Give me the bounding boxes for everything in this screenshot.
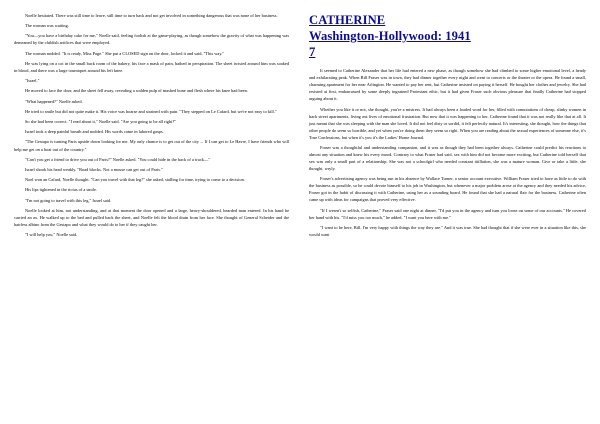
paragraph: Noelle looked at him, not understanding, and at that moment the door opened and a large, heavy-shouldered, bearded man entered. In his hand he carried an ax. He walked up to the bed and pulled back the sheet, and Noelle felt the blood drain from her face. She thought of General Scheider and the hairless albino from the Gestapo and what they would do to her if they caught her. [14, 207, 290, 227]
paragraph: Whether you like it or not, she thought, you're a mistress. It had always been a loaded word for her, filled with connotations of cheap, slinky women in back street apartments, living out lives of emotional frustration. But now that it was happening to her, Catherine found that it was not really like that at all. It just meant that she was sleeping with the man she loved. It did not feel dirty or sordid, it felt perfectly natural. It's interesting, she thought, how the things that other people do seem so horrible, and yet when you're doing them they seem so right. When you are reading about the sexual experiences of someone else, it's True Confessions, but when it's you it's the Ladies' Home Journal. [309, 106, 586, 140]
paragraph: He tried to smile but did not quite make it. His voice was hoarse and strained with pain. "They stepped on Le Cafard, but we're not easy to kill." [25, 108, 277, 114]
paragraph: "You—you have a birthday cake for me," Noelle said, feeling foolish at the game-playing, as though somehow the gravity of what was happening was demeaned by the childish artifices that were employed. [14, 33, 290, 46]
chapter-heading-line: 7 [309, 45, 316, 60]
paragraph: "I'm not going to travel with this leg," Israel said. [25, 197, 112, 203]
paragraph: He was lying on a cot in the small back room of the bakery, his face a mask of pain, bathed in perspiration. The sheet twisted around him was soaked in blood, and there was a large tourniquet around his left knee. [14, 60, 290, 73]
paragraph: "If I weren't so selfish, Catherine," Fraser said one night at dinner, "I'd put you in the agency and turn you loose on some of our accounts." He covered her hand with his. "I'd miss you too much," he added. "I want you here with me." [309, 207, 586, 220]
paragraph: He moved to face the door, and the sheet fell away, revealing a sodden pulp of mashed bone and flesh where his knee had been. [25, 88, 248, 94]
paragraph: So she had been correct. "I read about it," Noelle said. "Are you going to be all right?" [25, 119, 177, 125]
paragraph: Israel shook his head weakly. "Road blocks. Not a mouse can get out of Paris." [25, 166, 163, 172]
paragraph: "Israel." [25, 78, 40, 84]
paragraph: Noelle hesitated. There was still time to leave, still time to turn back and not get involved in something dangerous that was none of her business. [25, 13, 278, 18]
paragraph: "Can't you get a friend to drive you out of Paris?" Noelle asked. "You could hide in the back of a truck—" [25, 156, 211, 162]
paragraph: Noel won an Cafard, Noelle thought. "Can you travel with that leg?" she asked, stalling for time, trying to come to a decision. [25, 177, 245, 183]
chapter-heading-line: Washington-Hollywood: 1941 [309, 29, 471, 44]
paragraph: Israel took a deep painful breath and nodded. His words came in labored gasps. [25, 129, 164, 135]
paragraph: His lips tightened in the rictus of a smile. [25, 187, 97, 193]
chapter-heading [309, 12, 586, 60]
paragraph: It seemed to Catherine Alexander that her life had entered a new phase, as though somehow she had climbed to some higher emotional level, a heady and exhilarating peak. When Bill Fraser was in town, they had dinner together every night and went to concerts or the theater or the opera. He found a small, charming apartment for her near Arlington. He wanted to pay her rent, but Catherine insisted on paying it herself. He bought her clothes and jewelry. She had resisted at first, embarrassed by some deeply ingrained Protestant ethic, but it had given Fraser such obvious pleasure that finally Catherine had stopped arguing about it. [309, 68, 586, 102]
paragraph: The woman nodded. "It is ready, Miss Page." She put a CLOSED sign on the door, locked it and said, "This way." [25, 50, 225, 56]
paragraph: Fraser's advertising agency was being run in his absence by Wallace Turner, a senior account executive. William Fraser tried to have as little to do with the business as possible, so he could devote himself to his job in Washington, but whenever a major problem arose at the agency and they needed his advice, Fraser got in the habit of discussing it with Catherine, using her as a sounding board. He found that she had a natural flair for the business. Catherine often came up with ideas for campaigns that proved very effective. [309, 176, 586, 203]
paragraph: "I want to be here, Bill. I'm very happy with things the way they are." And it was true. She had thought that if she were ever in a situation like this, she would want [309, 224, 586, 237]
chapter-heading-line: CATHERINE [309, 13, 386, 27]
paragraph: The woman was waiting. [25, 23, 69, 29]
paragraph: "What happened?" Noelle asked. [25, 98, 83, 104]
left-text-column [14, 12, 293, 416]
right-text-column [307, 12, 586, 416]
paragraph: "The Gestapo is turning Paris upside down looking for me. My only chance is to get out of the city ... If I can get to Le Havre, I have friends who will help me get on a boat out of the country." [14, 139, 290, 152]
paragraph: Fraser was a thoughtful and understanding companion, and it was as though they had been together always. Catherine could predict his reactions to almost any situation and knew his every mood. Contrary to what Fraser had said, sex with him did not become more exciting, but Catherine told herself that sex was only a small part of a relationship. She was not a schoolgirl who needed constant titillation, she was a mature woman. Give or take a little, she thought, wryly. [309, 145, 586, 172]
paragraph: "I will help you," Noelle said. [25, 232, 78, 238]
